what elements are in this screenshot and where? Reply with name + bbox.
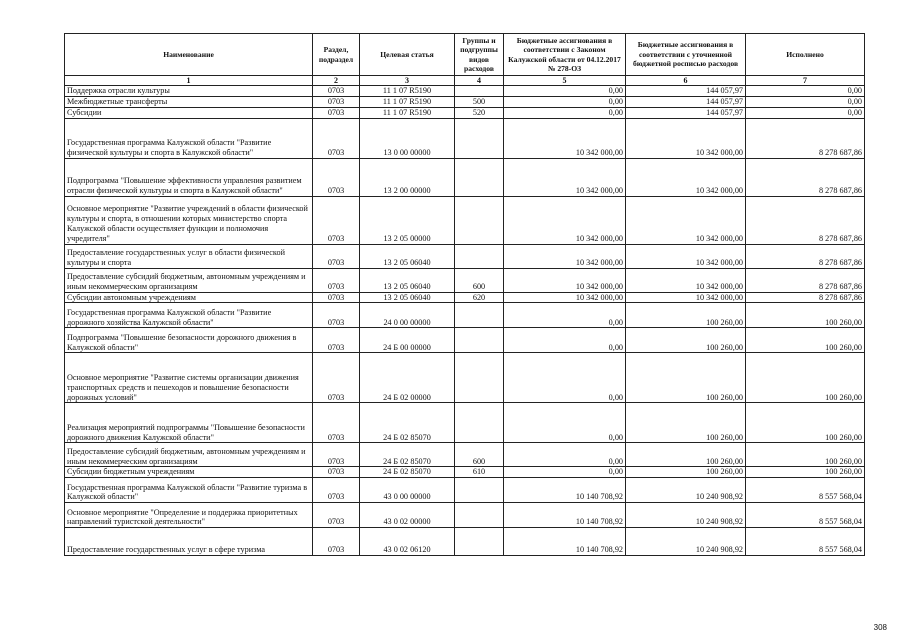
row-law: 0,00 bbox=[504, 86, 626, 97]
row-group: 520 bbox=[455, 107, 504, 118]
row-group bbox=[455, 196, 504, 244]
row-refined: 10 342 000,00 bbox=[626, 118, 746, 158]
row-target: 24 Б 02 85070 bbox=[360, 467, 455, 478]
table-row bbox=[65, 86, 865, 97]
row-law: 10 140 708,92 bbox=[504, 478, 626, 503]
row-law: 0,00 bbox=[504, 403, 626, 443]
row-name: Субсидии бюджетным учреждениям bbox=[65, 467, 313, 478]
row-executed: 8 278 687,86 bbox=[746, 118, 865, 158]
row-target: 11 1 07 R5190 bbox=[360, 96, 455, 107]
row-refined: 10 240 908,92 bbox=[626, 503, 746, 528]
row-refined: 10 342 000,00 bbox=[626, 268, 746, 292]
row-section: 0703 bbox=[313, 196, 360, 244]
row-refined: 10 342 000,00 bbox=[626, 292, 746, 303]
row-name: Поддержка отрасли культуры bbox=[65, 86, 313, 97]
row-refined: 10 342 000,00 bbox=[626, 196, 746, 244]
row-name: Основное мероприятие "Определение и поддержка приоритетных направлений туристской деятельности" bbox=[65, 503, 313, 528]
row-target: 43 0 02 00000 bbox=[360, 503, 455, 528]
row-group: 500 bbox=[455, 96, 504, 107]
row-executed: 100 260,00 bbox=[746, 303, 865, 328]
row-refined: 100 260,00 bbox=[626, 443, 746, 467]
table-row bbox=[65, 467, 865, 478]
row-target: 13 2 05 06040 bbox=[360, 292, 455, 303]
table-row bbox=[65, 353, 865, 403]
table-row bbox=[65, 503, 865, 528]
row-law: 0,00 bbox=[504, 107, 626, 118]
table-row bbox=[65, 328, 865, 353]
row-refined: 144 057,97 bbox=[626, 86, 746, 97]
table-row bbox=[65, 303, 865, 328]
row-name: Предоставление государственных услуг в области физической культуры и спорта bbox=[65, 244, 313, 268]
row-section: 0703 bbox=[313, 353, 360, 403]
row-name: Реализация мероприятий подпрограммы "Повышение безопасности дорожного движения Калужской области" bbox=[65, 403, 313, 443]
column-number: 7 bbox=[746, 76, 865, 86]
row-group: 600 bbox=[455, 443, 504, 467]
table-row bbox=[65, 268, 865, 292]
row-law: 10 342 000,00 bbox=[504, 196, 626, 244]
table-row bbox=[65, 244, 865, 268]
row-section: 0703 bbox=[313, 244, 360, 268]
row-executed: 8 278 687,86 bbox=[746, 244, 865, 268]
row-section: 0703 bbox=[313, 158, 360, 196]
column-number: 1 bbox=[65, 76, 313, 86]
table-row bbox=[65, 292, 865, 303]
row-executed: 8 557 568,04 bbox=[746, 478, 865, 503]
row-executed: 100 260,00 bbox=[746, 328, 865, 353]
table-row bbox=[65, 107, 865, 118]
header-law: Бюджетные ассигнования в соответствии с Законом Калужской области от 04.12.2017 № 278-ОЗ bbox=[504, 34, 626, 76]
page-number: 308 bbox=[873, 623, 887, 632]
row-group: 610 bbox=[455, 467, 504, 478]
row-target: 24 0 00 00000 bbox=[360, 303, 455, 328]
row-section: 0703 bbox=[313, 86, 360, 97]
row-law: 0,00 bbox=[504, 353, 626, 403]
row-refined: 144 057,97 bbox=[626, 107, 746, 118]
header-name: Наименование bbox=[65, 34, 313, 76]
row-section: 0703 bbox=[313, 503, 360, 528]
row-law: 10 342 000,00 bbox=[504, 158, 626, 196]
row-refined: 100 260,00 bbox=[626, 403, 746, 443]
table-row bbox=[65, 528, 865, 556]
row-executed: 8 278 687,86 bbox=[746, 292, 865, 303]
row-target: 13 2 05 06040 bbox=[360, 268, 455, 292]
row-name: Государственная программа Калужской области "Развитие туризма в Калужской области" bbox=[65, 478, 313, 503]
row-name: Межбюджетные трансферты bbox=[65, 96, 313, 107]
row-target: 43 0 02 06120 bbox=[360, 528, 455, 556]
row-target: 13 2 00 00000 bbox=[360, 158, 455, 196]
row-section: 0703 bbox=[313, 268, 360, 292]
row-refined: 144 057,97 bbox=[626, 96, 746, 107]
row-law: 0,00 bbox=[504, 443, 626, 467]
row-group bbox=[455, 86, 504, 97]
table-row bbox=[65, 158, 865, 196]
row-executed: 8 557 568,04 bbox=[746, 503, 865, 528]
row-law: 0,00 bbox=[504, 328, 626, 353]
row-target: 24 Б 02 85070 bbox=[360, 403, 455, 443]
row-section: 0703 bbox=[313, 528, 360, 556]
row-refined: 10 240 908,92 bbox=[626, 478, 746, 503]
table-row bbox=[65, 478, 865, 503]
header-refined: Бюджетные ассигнования в соответствии с уточненной бюджетной росписью расходов bbox=[626, 34, 746, 76]
row-section: 0703 bbox=[313, 328, 360, 353]
row-executed: 8 278 687,86 bbox=[746, 196, 865, 244]
row-group bbox=[455, 158, 504, 196]
row-section: 0703 bbox=[313, 443, 360, 467]
row-group: 620 bbox=[455, 292, 504, 303]
row-section: 0703 bbox=[313, 118, 360, 158]
row-executed: 0,00 bbox=[746, 96, 865, 107]
row-law: 10 342 000,00 bbox=[504, 268, 626, 292]
row-group bbox=[455, 528, 504, 556]
row-target: 13 2 05 06040 bbox=[360, 244, 455, 268]
table-row bbox=[65, 118, 865, 158]
row-name: Предоставление государственных услуг в сфере туризма bbox=[65, 528, 313, 556]
row-executed: 100 260,00 bbox=[746, 403, 865, 443]
row-law: 10 140 708,92 bbox=[504, 503, 626, 528]
header-executed: Исполнено bbox=[746, 34, 865, 76]
row-group: 600 bbox=[455, 268, 504, 292]
row-executed: 100 260,00 bbox=[746, 443, 865, 467]
row-name: Предоставление субсидий бюджетным, автономным учреждениям и иным некоммерческим организациям bbox=[65, 443, 313, 467]
table-row bbox=[65, 403, 865, 443]
row-law: 0,00 bbox=[504, 303, 626, 328]
row-group bbox=[455, 244, 504, 268]
row-refined: 100 260,00 bbox=[626, 353, 746, 403]
row-name: Предоставление субсидий бюджетным, автономным учреждениям и иным некоммерческим организациям bbox=[65, 268, 313, 292]
row-name: Субсидии автономным учреждениям bbox=[65, 292, 313, 303]
budget-table bbox=[64, 33, 865, 556]
row-name: Основное мероприятие "Развитие системы организации движения транспортных средств и пешеходов и повышение безопасности дорожных условий" bbox=[65, 353, 313, 403]
row-name: Подпрограмма "Повышение эффективности управления развитием отрасли физической культуры и спорта в Калужской области" bbox=[65, 158, 313, 196]
row-name: Государственная программа Калужской области "Развитие дорожного хозяйства Калужской области" bbox=[65, 303, 313, 328]
column-number: 6 bbox=[626, 76, 746, 86]
row-executed: 8 278 687,86 bbox=[746, 268, 865, 292]
row-executed: 100 260,00 bbox=[746, 353, 865, 403]
column-number-row bbox=[65, 76, 865, 86]
row-refined: 10 342 000,00 bbox=[626, 244, 746, 268]
row-law: 10 342 000,00 bbox=[504, 292, 626, 303]
row-law: 10 342 000,00 bbox=[504, 244, 626, 268]
column-number: 5 bbox=[504, 76, 626, 86]
row-target: 24 Б 02 85070 bbox=[360, 443, 455, 467]
row-target: 43 0 00 00000 bbox=[360, 478, 455, 503]
row-refined: 10 240 908,92 bbox=[626, 528, 746, 556]
row-group bbox=[455, 328, 504, 353]
row-target: 13 2 05 00000 bbox=[360, 196, 455, 244]
row-law: 0,00 bbox=[504, 96, 626, 107]
row-section: 0703 bbox=[313, 303, 360, 328]
table-row bbox=[65, 196, 865, 244]
header-section: Раздел, подраздел bbox=[313, 34, 360, 76]
row-name: Подпрограмма "Повышение безопасности дорожного движения в Калужской области" bbox=[65, 328, 313, 353]
row-section: 0703 bbox=[313, 478, 360, 503]
row-section: 0703 bbox=[313, 107, 360, 118]
row-group bbox=[455, 118, 504, 158]
row-group bbox=[455, 353, 504, 403]
row-name: Субсидии bbox=[65, 107, 313, 118]
row-section: 0703 bbox=[313, 467, 360, 478]
table-row bbox=[65, 96, 865, 107]
table-row bbox=[65, 443, 865, 467]
row-executed: 0,00 bbox=[746, 86, 865, 97]
row-name: Государственная программа Калужской области "Развитие физической культуры и спорта в Калужской области" bbox=[65, 118, 313, 158]
row-refined: 100 260,00 bbox=[626, 303, 746, 328]
row-target: 24 Б 00 00000 bbox=[360, 328, 455, 353]
row-target: 11 1 07 R5190 bbox=[360, 107, 455, 118]
row-section: 0703 bbox=[313, 403, 360, 443]
row-law: 10 342 000,00 bbox=[504, 118, 626, 158]
row-refined: 100 260,00 bbox=[626, 328, 746, 353]
header-groups: Группы и подгруппы видов расходов bbox=[455, 34, 504, 76]
row-target: 24 Б 02 00000 bbox=[360, 353, 455, 403]
column-number: 4 bbox=[455, 76, 504, 86]
row-group bbox=[455, 403, 504, 443]
row-refined: 10 342 000,00 bbox=[626, 158, 746, 196]
row-group bbox=[455, 303, 504, 328]
row-law: 10 140 708,92 bbox=[504, 528, 626, 556]
column-number: 2 bbox=[313, 76, 360, 86]
row-executed: 8 557 568,04 bbox=[746, 528, 865, 556]
row-refined: 100 260,00 bbox=[626, 467, 746, 478]
row-group bbox=[455, 503, 504, 528]
row-executed: 0,00 bbox=[746, 107, 865, 118]
row-target: 11 1 07 R5190 bbox=[360, 86, 455, 97]
row-name: Основное мероприятие "Развитие учреждений в области физической культуры и спорта, в отношении которых министерство спорта Калужской области осуществляет функции и полномочия учредителя" bbox=[65, 196, 313, 244]
row-law: 0,00 bbox=[504, 467, 626, 478]
header-target: Целевая статья bbox=[360, 34, 455, 76]
row-section: 0703 bbox=[313, 292, 360, 303]
row-executed: 100 260,00 bbox=[746, 467, 865, 478]
row-group bbox=[455, 478, 504, 503]
row-section: 0703 bbox=[313, 96, 360, 107]
column-number: 3 bbox=[360, 76, 455, 86]
row-target: 13 0 00 00000 bbox=[360, 118, 455, 158]
row-executed: 8 278 687,86 bbox=[746, 158, 865, 196]
header-row bbox=[65, 34, 865, 76]
